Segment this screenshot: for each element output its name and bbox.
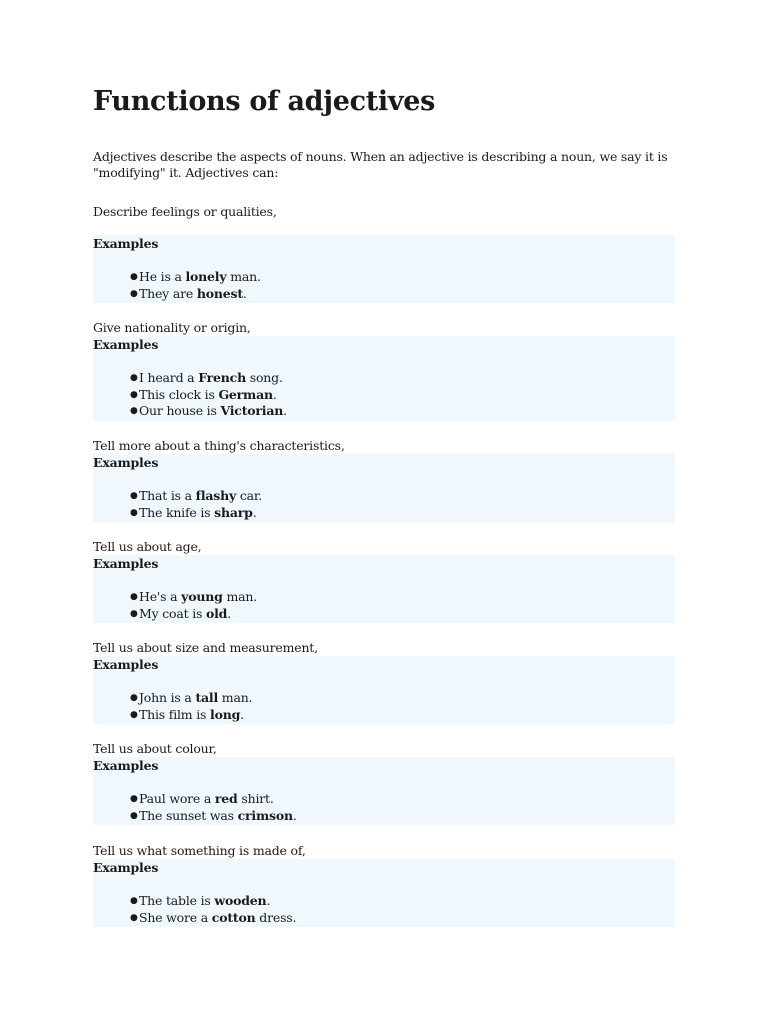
list-item: ● Our house is Victorian. [130, 403, 287, 419]
list-item: ● This film is long. [130, 706, 244, 722]
bullet-icon: ● [130, 507, 138, 518]
section-lead: Tell more about a thing's characteristics, [93, 438, 345, 453]
section-lead: Tell us about colour, [93, 741, 217, 756]
examples-box [93, 859, 675, 927]
bullet-icon: ● [130, 592, 138, 602]
examples-box [93, 656, 675, 724]
section-nationality [93, 319, 675, 421]
list-item: ● They are honest. [130, 285, 247, 301]
examples-heading: Examples [93, 657, 159, 672]
bullet-icon: ● [130, 373, 138, 383]
bullet-icon: ● [130, 491, 138, 501]
page-title: Functions of adjectives [93, 86, 436, 117]
bullet-icon: ● [130, 709, 138, 720]
examples-heading: Examples [93, 860, 159, 875]
bullet-icon: ● [130, 272, 138, 282]
list-item: ● The sunset was crimson. [130, 807, 297, 823]
examples-list [93, 252, 675, 302]
intro-paragraph: Adjectives describe the aspects of nouns. When an adjective is describing a noun, we say it is "modifying" it. Adjectives can: [93, 149, 668, 180]
examples-list [93, 673, 675, 723]
examples-box [93, 336, 675, 421]
list-item: ● The table is wooden. [130, 893, 271, 908]
bullet-icon: ● [130, 608, 138, 619]
bullet-icon: ● [130, 389, 138, 400]
examples-heading: Examples [93, 236, 159, 251]
section-lead: Describe feelings or qualities, [93, 204, 277, 219]
section-material [93, 842, 675, 927]
list-item: ● I heard a French song. [130, 370, 283, 385]
list-item: ● Paul wore a red shirt. [130, 791, 274, 806]
bullet-icon: ● [130, 810, 138, 821]
section-feelings [93, 203, 675, 303]
examples-box [93, 757, 675, 825]
examples-list [93, 774, 675, 824]
list-item: ● He's a young man. [130, 589, 257, 604]
examples-heading: Examples [93, 758, 159, 773]
section-lead: Tell us about size and measurement, [93, 640, 318, 655]
examples-list [93, 471, 675, 521]
examples-box [93, 454, 675, 522]
section-characteristics [93, 437, 675, 522]
bullet-icon: ● [130, 912, 138, 923]
examples-list [93, 572, 675, 622]
bullet-icon: ● [130, 406, 138, 417]
bullet-icon: ● [130, 794, 138, 804]
bullet-icon: ● [130, 693, 138, 703]
examples-box [93, 555, 675, 623]
examples-list [93, 353, 675, 420]
section-lead: Tell us about age, [93, 539, 202, 554]
section-age [93, 538, 675, 623]
examples-list [93, 876, 675, 926]
list-item: ● He is a lonely man. [130, 269, 261, 284]
list-item: ● The knife is sharp. [130, 504, 257, 520]
section-lead: Give nationality or origin, [93, 320, 251, 335]
list-item: ● She wore a cotton dress. [130, 909, 297, 925]
list-item: ● That is a flashy car. [130, 488, 263, 503]
list-item: ● John is a tall man. [130, 690, 253, 705]
bullet-icon: ● [130, 896, 138, 906]
list-item: ● My coat is old. [130, 605, 232, 621]
section-colour [93, 740, 675, 825]
list-item: ● This clock is German. [130, 386, 277, 402]
bullet-icon: ● [130, 288, 138, 299]
examples-heading: Examples [93, 556, 159, 571]
section-lead: Tell us what something is made of, [93, 843, 306, 858]
examples-heading: Examples [93, 455, 159, 470]
examples-heading: Examples [93, 337, 159, 352]
section-size [93, 639, 675, 724]
examples-box [93, 235, 675, 303]
